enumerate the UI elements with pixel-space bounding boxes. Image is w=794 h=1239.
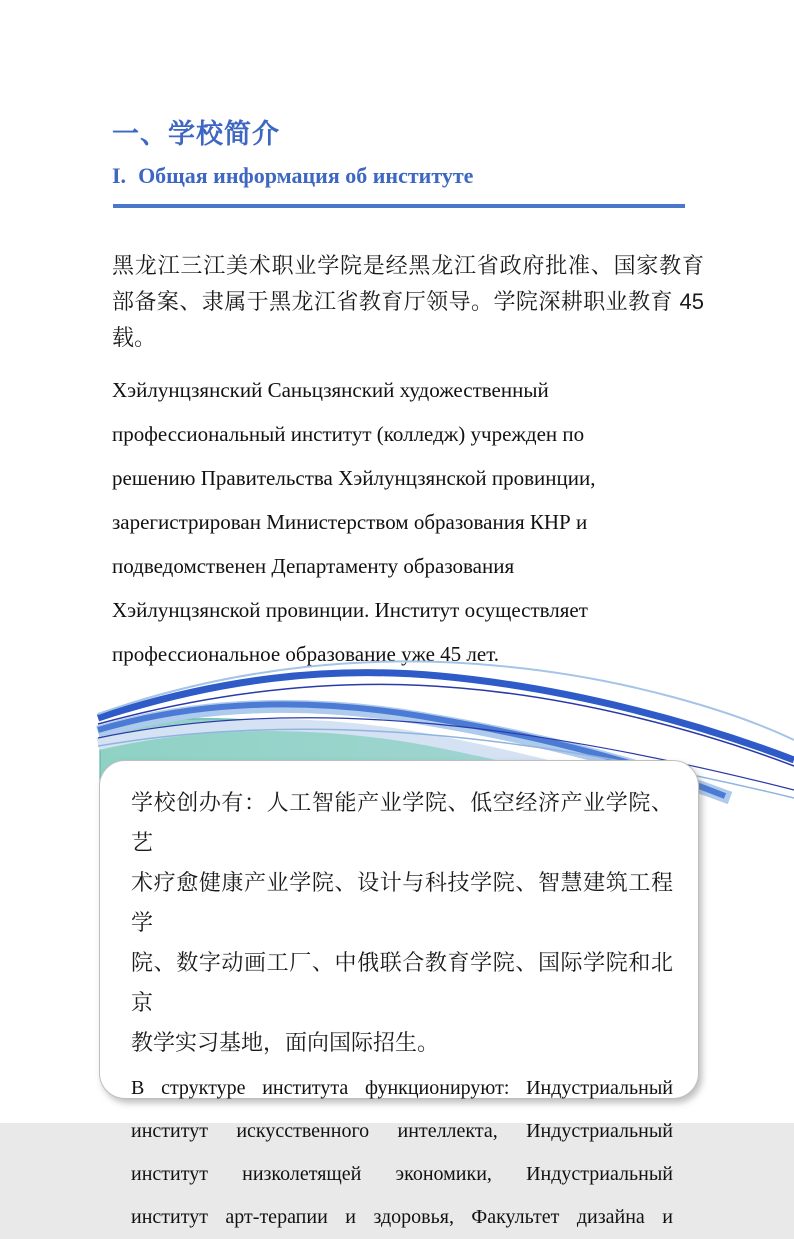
text-line: 学校创办有：人工智能产业学院、低空经济产业学院、艺	[131, 790, 673, 855]
text-line: зарегистрирован Министерством образования КНР и	[112, 510, 588, 534]
text-line: профессиональный институт (колледж) учрежден по	[112, 422, 585, 446]
card-paragraph-zh	[131, 783, 673, 1063]
text-line: В структуре института функционируют: Индустриальный	[131, 1077, 673, 1099]
text-line: 院、数字动画工厂、中俄联合教育学院、国际学院和北京	[131, 950, 673, 1015]
intro-paragraph-zh	[112, 248, 704, 356]
text-line: 部备案、隶属于黑龙江省教育厅领导。学院深耕职业教育 45	[112, 289, 704, 314]
intro-paragraph-ru	[112, 368, 712, 676]
text-line: Хэйлунцзянской провинции. Институт осуществляет	[112, 598, 588, 622]
text-line: 教学实习基地，面向国际招生。	[131, 1030, 440, 1055]
text-line: институт искусственного интеллекта, Индустриальный	[131, 1120, 673, 1142]
text-line: профессиональное образование уже 45 лет.	[112, 642, 500, 666]
text-line: 术疗愈健康产业学院、设计与科技学院、智慧建筑工程学	[131, 870, 673, 935]
text-line: институт низколетящей экономики, Индустриальный	[131, 1163, 673, 1185]
text-line: подведомственен Департаменту образования	[112, 554, 515, 578]
text-line: Хэйлунцзянский Саньцзянский художественный	[112, 378, 549, 402]
text-line: 载。	[112, 325, 157, 350]
text-line: решению Правительства Хэйлунцзянской провинции,	[112, 466, 596, 490]
heading-divider-rule	[113, 204, 685, 208]
card-paragraph-ru	[131, 1067, 673, 1239]
info-card-text	[131, 783, 673, 1239]
text-line: институт арт-терапии и здоровья, Факультет дизайна и	[131, 1206, 673, 1228]
section-heading-zh: 一、学校简介	[112, 119, 280, 149]
text-line: 黑龙江三江美术职业学院是经黑龙江省政府批准、国家教育	[112, 253, 704, 278]
section-number: I.	[112, 163, 127, 188]
section-heading-ru	[112, 163, 473, 189]
section-heading-ru-text: Общая информация об институте	[138, 163, 474, 188]
